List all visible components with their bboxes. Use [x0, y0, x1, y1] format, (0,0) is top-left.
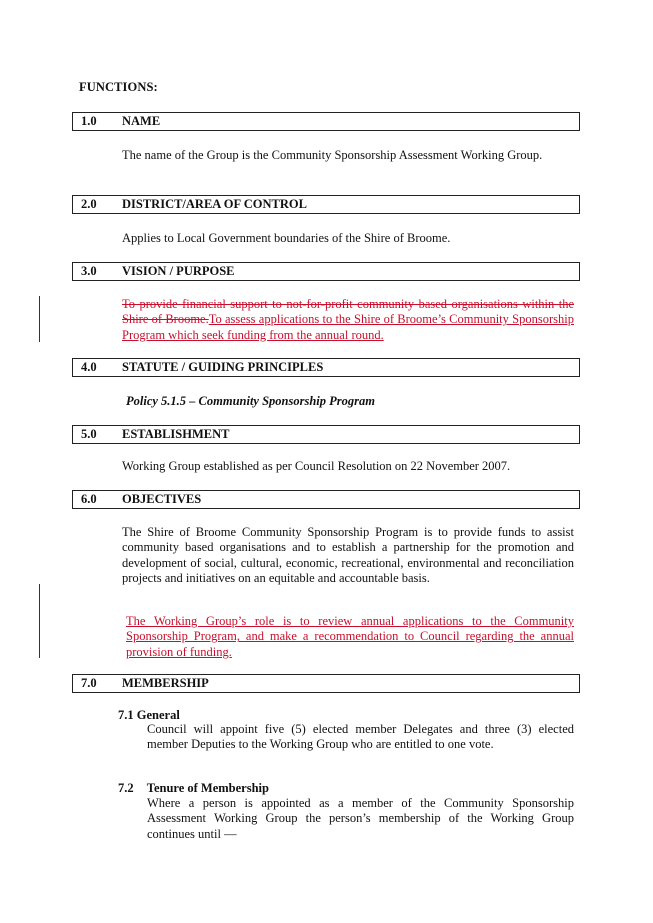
objectives-paragraph: The Shire of Broome Community Sponsorship Program is to provide funds to assist community based organisations and to establish a partnership for the promotion and development of social, cultural, economic, recreational, environmental and reconciliation projects and initiatives on an equitable and accountable basis. [122, 525, 574, 586]
tenure-title: Tenure of Membership [146, 781, 269, 795]
section-title: VISION / PURPOSE [122, 264, 235, 278]
general-paragraph: Council will appoint five (5) elected member Delegates and three (3) elected member Deputies to the Working Group who are entitled to one vote. [147, 722, 574, 752]
section-title: MEMBERSHIP [122, 676, 209, 690]
section-header-vision [72, 262, 580, 281]
change-bar [39, 584, 40, 658]
section-number: 3.0 [81, 264, 97, 278]
inserted-text: To assess applications to the Shire of Broome’s Community Sponsorship Program which seek funding from the annual round. [122, 312, 574, 342]
section-number: 7.0 [81, 676, 97, 690]
section-title: DISTRICT/AREA OF CONTROL [122, 197, 307, 211]
section-number: 2.0 [81, 197, 97, 211]
tenure-number: 7.2 [118, 781, 134, 795]
section-header-objectives [72, 490, 580, 509]
district-paragraph: Applies to Local Government boundaries of the Shire of Broome. [122, 231, 451, 245]
section-title: OBJECTIVES [122, 492, 202, 506]
functions-heading: FUNCTIONS: [79, 80, 158, 94]
section-header-statute [72, 358, 580, 377]
section-number: 1.0 [81, 114, 97, 128]
establishment-paragraph: Working Group established as per Council Resolution on 22 November 2007. [122, 459, 511, 473]
section-number: 5.0 [81, 427, 97, 441]
section-number: 4.0 [81, 360, 97, 374]
section-title: STATUTE / GUIDING PRINCIPLES [122, 360, 324, 374]
section-header-establishment [72, 425, 580, 444]
inserted-text: The Working Group’s role is to review annual applications to the Community Sponsorship Program, and make a recommendation to Council regarding the annual provision of funding. [126, 614, 574, 659]
section-header-district [72, 195, 580, 214]
section-header-name [72, 112, 580, 131]
section-number: 6.0 [81, 492, 97, 506]
name-paragraph: The name of the Group is the Community Sponsorship Assessment Working Group. [122, 148, 543, 162]
change-bar [39, 296, 40, 342]
vision-paragraph [122, 297, 574, 343]
tenure-heading [118, 781, 269, 796]
section-header-membership [72, 674, 580, 693]
deleted-text: To provide financial support to not-for-profit community based organisations within the Shire of Broome. [122, 297, 574, 327]
objectives-inserted-paragraph [126, 614, 574, 660]
general-heading: 7.1 General [118, 708, 180, 722]
tenure-paragraph: Where a person is appointed as a member of the Community Sponsorship Assessment Working Group the person’s membership of the Working Group continues until — [147, 796, 574, 841]
statute-paragraph: Policy 5.1.5 – Community Sponsorship Program [126, 394, 375, 408]
section-title: NAME [122, 114, 161, 128]
section-title: ESTABLISHMENT [122, 427, 230, 441]
